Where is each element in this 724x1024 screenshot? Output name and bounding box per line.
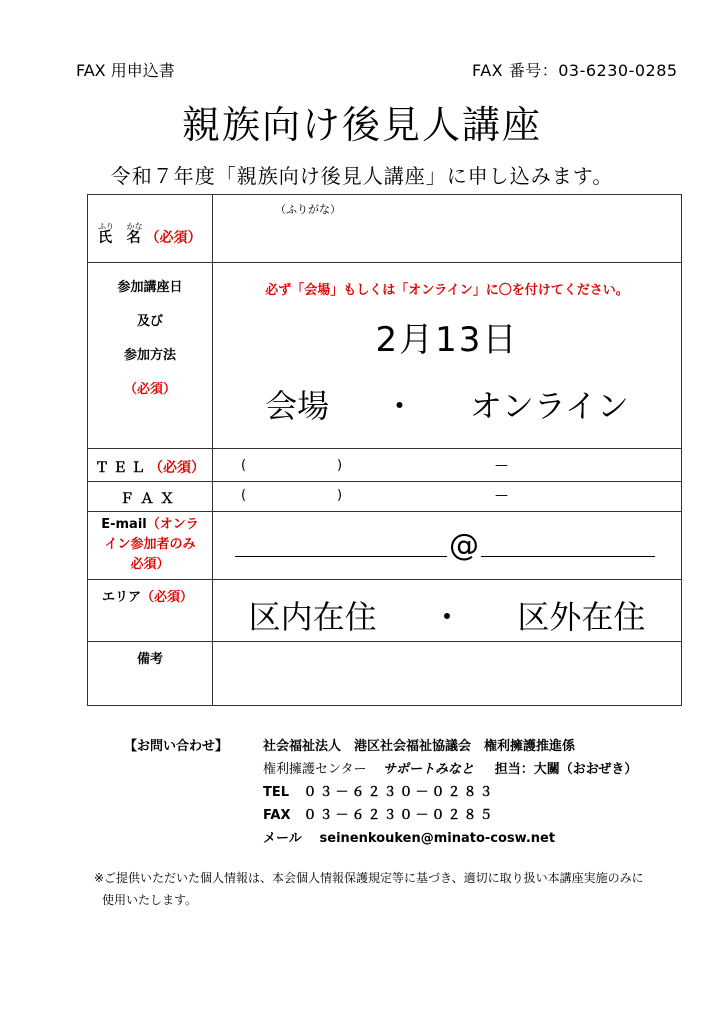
option-outside-ward[interactable]: 区外在住 xyxy=(517,598,646,636)
date-label-line2: 及び xyxy=(136,314,163,329)
fax-open-paren: ( xyxy=(241,488,247,503)
fax-label: ＦＡＸ xyxy=(120,491,180,507)
email-domain-line[interactable] xyxy=(481,528,655,557)
date-label-cell xyxy=(88,263,213,449)
email-local-part-line[interactable] xyxy=(235,528,447,557)
privacy-footnote xyxy=(94,867,694,911)
page-subtitle: 令和７年度「親族向け後見人講座」に申し込みます。 xyxy=(110,164,614,188)
method-separator: ・ xyxy=(383,387,416,425)
remarks-label: 備考 xyxy=(136,652,163,667)
email-required-3: 必須） xyxy=(130,557,170,572)
fax-dash: — xyxy=(495,488,508,503)
remarks-input-cell[interactable] xyxy=(213,642,682,706)
name-row xyxy=(88,195,682,263)
name-ruby-b: かな xyxy=(126,222,143,231)
option-inside-ward[interactable]: 区内在住 xyxy=(248,598,377,636)
area-required: （必須） xyxy=(141,590,194,605)
date-input-cell xyxy=(213,263,682,449)
fax-number-label: FAX 番号：03-6230-0285 xyxy=(472,61,678,80)
option-online[interactable]: オンライン xyxy=(469,387,629,425)
area-input-cell xyxy=(213,580,682,642)
contact-org: 社会福祉法人 港区社会福祉協議会 権利擁護推進係 xyxy=(263,739,576,754)
area-row xyxy=(88,580,682,642)
tel-row xyxy=(88,449,682,482)
fax-label-cell xyxy=(88,482,213,512)
fax-close-paren: ) xyxy=(337,488,343,503)
page-title: 親族向け後見人講座 xyxy=(181,103,542,147)
date-row xyxy=(88,263,682,449)
name-label-b: 名 xyxy=(126,230,141,246)
footnote-line2: 使用いたします。 xyxy=(102,893,198,907)
contact-mail-value[interactable]: seinenkouken@minato-cosw.net xyxy=(319,831,556,846)
date-required: （必須） xyxy=(123,382,176,397)
tel-label-cell xyxy=(88,449,213,482)
date-label-line1: 参加講座日 xyxy=(117,280,183,295)
tel-dash: — xyxy=(495,458,508,473)
tel-open-paren: ( xyxy=(241,458,247,473)
fax-row xyxy=(88,482,682,512)
application-form xyxy=(87,194,682,706)
area-separator: ・ xyxy=(430,598,463,636)
email-required-1: （オンラ xyxy=(146,517,199,532)
contact-mail-label: メール xyxy=(263,831,302,846)
area-label: エリア xyxy=(102,590,142,605)
remarks-row xyxy=(88,642,682,706)
email-label-cell xyxy=(88,512,213,580)
contact-tel-value: ０３－６２３０－０２８３ xyxy=(303,785,496,800)
fax-input-cell[interactable] xyxy=(213,482,682,512)
tel-label: ＴＥＬ xyxy=(95,460,149,476)
contact-center: 権利擁護センター xyxy=(263,762,367,777)
tel-close-paren: ) xyxy=(337,458,343,473)
name-input-cell[interactable] xyxy=(213,195,682,263)
doc-type-label: FAX 用申込書 xyxy=(76,61,175,80)
date-note: 必ず「会場」もしくは「オンライン」に〇を付けてください。 xyxy=(265,283,629,298)
email-required-2: イン参加者のみ xyxy=(104,537,196,552)
footnote-line1: ※ご提供いただいた個人情報は、本会個人情報保護規定等に基づき、適切に取り扱い本講座実施のみに xyxy=(94,871,644,885)
name-label-a: 氏 xyxy=(98,230,112,246)
contact-heading: 【お問い合わせ】 xyxy=(124,739,229,754)
name-label xyxy=(98,222,202,247)
name-label-cell xyxy=(88,195,213,263)
email-at-sign: @ xyxy=(449,528,479,563)
name-required: （必須） xyxy=(145,230,202,246)
email-row xyxy=(88,512,682,580)
contact-support-name: サポートみなと xyxy=(383,762,475,777)
area-label-cell xyxy=(88,580,213,642)
date-label-line3: 参加方法 xyxy=(123,348,176,363)
contact-block xyxy=(263,735,637,850)
name-ruby-a: ふり xyxy=(98,222,114,231)
tel-required: （必須） xyxy=(149,460,205,476)
furigana-hint: （ふりがな） xyxy=(275,203,341,216)
contact-fax-label: FAX xyxy=(263,808,291,823)
contact-person: 担当：大關（おおぜき） xyxy=(494,762,638,777)
option-venue[interactable]: 会場 xyxy=(265,387,330,425)
email-label: E-mail xyxy=(101,517,147,532)
contact-tel-label: TEL xyxy=(263,785,290,800)
course-date: 2月13日 xyxy=(375,320,519,360)
contact-fax-value: ０３－６２３０－０２８５ xyxy=(303,808,496,823)
tel-input-cell[interactable] xyxy=(213,449,682,482)
email-input-cell[interactable] xyxy=(213,512,682,580)
remarks-label-cell xyxy=(88,642,213,706)
